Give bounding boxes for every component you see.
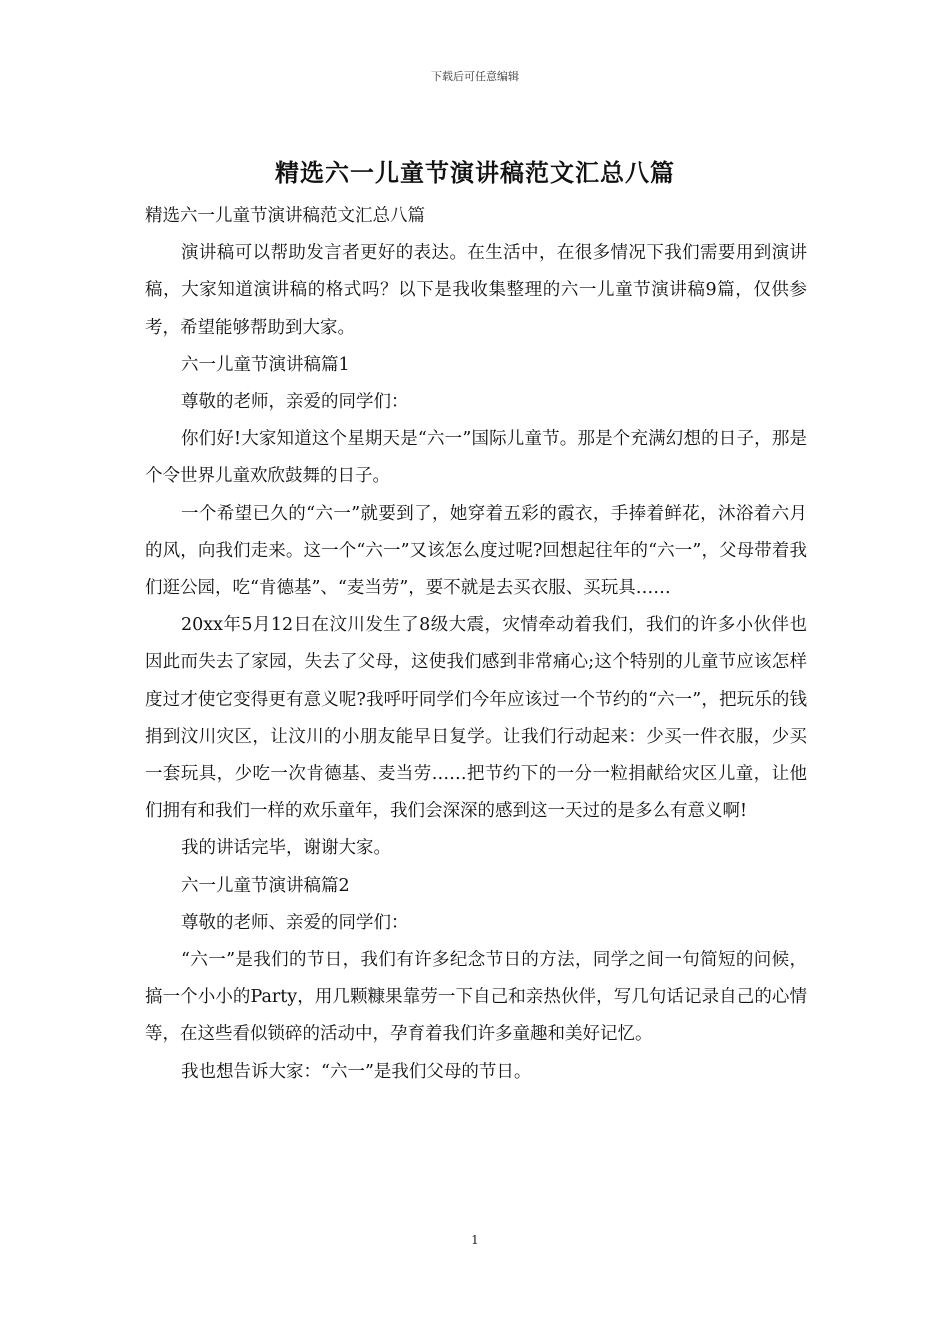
paragraph: 尊敬的老师，亲爱的同学们： [181, 392, 409, 413]
document-body [145, 198, 807, 1091]
paragraph: 我也想告诉大家：“六一”是我们父母的节日。 [181, 1061, 532, 1082]
paragraph: 20xx年5月12日在汶川发生了8级大震，灾情牵动着我们，我们的许多小伙伴也因此而失去了家园，失去了父母，这使我们感到非常痛心;这个特别的儿童节应该怎样度过才使它变得更有意义呢?我呼吁同学们今年应该过一个节约的“六一”，把玩乐的钱捐到汶川灾区，让汶川的小朋友能早日复学。让我们行动起来：少买一件衣服，少买一套玩具，少吃一次肯德基、麦当劳……把节约下的一分一粒捐献给灾区儿童，让他们拥有和我们一样的欢乐童年，我们会深深的感到这一天过的是多么有意义啊! [145, 615, 807, 822]
paragraph: 尊敬的老师、亲爱的同学们： [181, 912, 409, 933]
section-heading: 六一儿童节演讲稿篇1 [181, 354, 350, 375]
section-heading: 六一儿童节演讲稿篇2 [181, 875, 350, 896]
paragraph: 我的讲话完毕，谢谢大家。 [181, 838, 391, 859]
paragraph: 精选六一儿童节演讲稿范文汇总八篇 [145, 206, 425, 226]
paragraph: 你们好!大家知道这个星期天是“六一”国际儿童节。那是个充满幻想的日子，那是个令世界儿童欢欣鼓舞的日子。 [145, 429, 807, 487]
paragraph: “六一”是我们的节日，我们有许多纪念节日的方法，同学之间一句简短的问候，搞一个小小的Party，用几颗糠果靠劳一下自己和亲热伙伴，写几句话记录自己的心情等，在这些看似锁碎的活动中，孕育着我们许多童趣和美好记忆。 [145, 950, 807, 1045]
paragraph: 一个希望已久的“六一”就要到了，她穿着五彩的霞衣，手捧着鲜花，沐浴着六月的风，向我们走来。这一个“六一”又该怎么度过呢?回想起往年的“六一”，父母带着我们逛公园，吃“肯德基”、“麦当劳”，要不就是去买衣服、买玩具…… [145, 503, 807, 599]
paragraph: 演讲稿可以帮助发言者更好的表达。在生活中，在很多情况下我们需要用到演讲稿，大家知道演讲稿的格式吗？以下是我收集整理的六一儿童节演讲稿9篇，仅供参考，希望能够帮助到大家。 [145, 243, 807, 338]
document-title: 精选六一儿童节演讲稿范文汇总八篇 [275, 158, 675, 187]
header-note: 下载后可任意编辑 [431, 70, 519, 83]
page-number: 1 [471, 1233, 479, 1247]
